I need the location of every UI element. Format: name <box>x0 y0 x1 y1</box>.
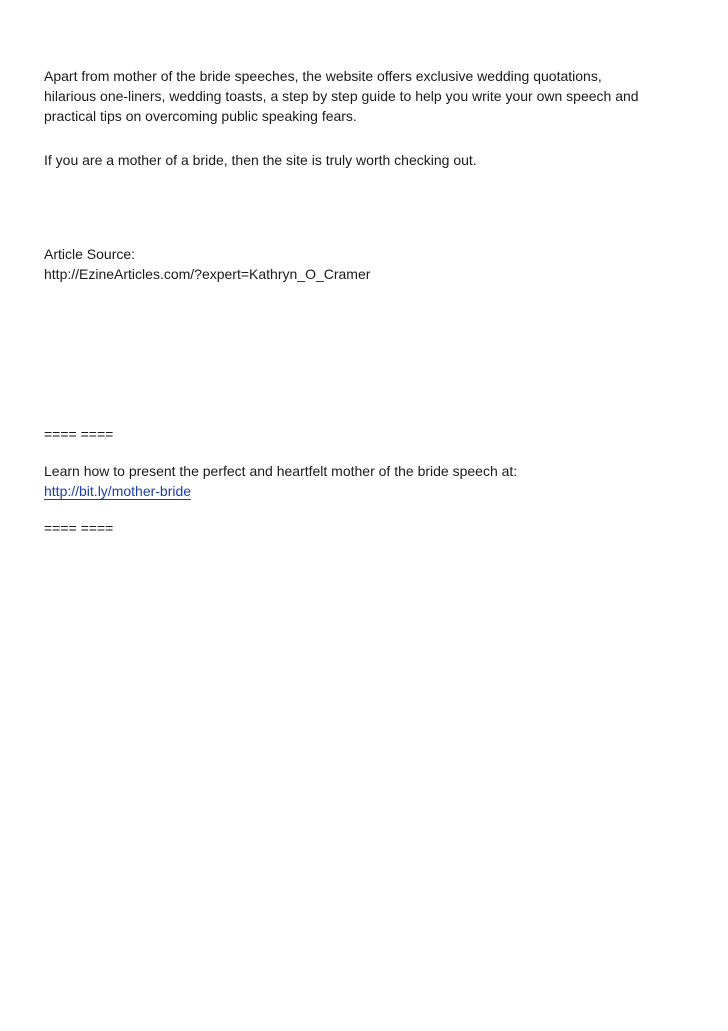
separator-top: ==== ==== <box>44 426 114 442</box>
article-source-url: http://EzineArticles.com/?expert=Kathryn_O_Cramer <box>44 266 371 282</box>
article-source-block <box>44 244 370 284</box>
promo-link[interactable]: http://bit.ly/mother-bride <box>44 483 192 499</box>
promo-text: Learn how to present the perfect and heartfelt mother of the bride speech at: <box>44 463 518 479</box>
promo-block <box>44 461 517 501</box>
separator-bottom: ==== ==== <box>44 520 114 536</box>
article-source-label: Article Source: <box>44 246 136 262</box>
intro-line-3: practical tips on overcoming public speaking fears. <box>44 108 357 124</box>
intro-line-2: hilarious one-liners, wedding toasts, a step by step guide to help you write your own speech and <box>44 88 639 104</box>
intro-line-1: Apart from mother of the bride speeches, the website offers exclusive wedding quotations, <box>44 68 602 84</box>
closing-paragraph: If you are a mother of a bride, then the site is truly worth checking out. <box>44 152 477 168</box>
intro-paragraph <box>44 66 639 126</box>
